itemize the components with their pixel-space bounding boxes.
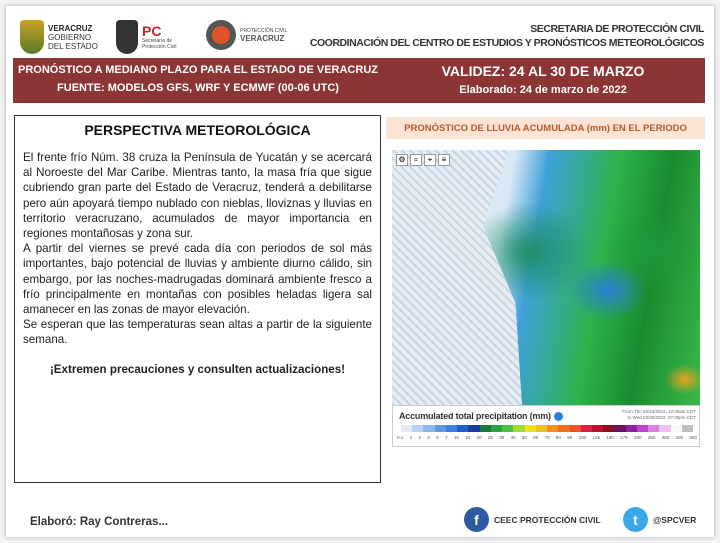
scale-tick: 60 <box>533 435 539 440</box>
header-titles: SECRETARIA DE PROTECCIÓN CIVIL COORDINACIÓN DEL CENTRO DE ESTUDIOS Y PRONÓSTICOS METEOROLÓGICOS <box>309 23 704 49</box>
scale-swatch <box>570 425 581 432</box>
search-icon[interactable]: ⌕ <box>410 154 422 166</box>
settings-icon[interactable]: ⚙ <box>396 154 408 166</box>
scale-swatch <box>547 425 558 432</box>
scale-tick: 2 <box>418 435 421 440</box>
scale-tick: 50 <box>521 435 527 440</box>
scale-tick: 500 <box>689 435 697 440</box>
scale-swatch <box>581 425 592 432</box>
layers-icon[interactable]: ≡ <box>438 154 450 166</box>
scale-tick: 175 <box>620 435 628 440</box>
color-scale <box>401 425 693 432</box>
scale-tick: 300 <box>661 435 670 440</box>
map-toolbar <box>396 154 450 166</box>
precipitation-map[interactable] <box>392 150 700 405</box>
scale-ticks <box>397 435 697 440</box>
scale-swatch <box>446 425 457 432</box>
warning-text: ¡Extremen precauciones y consulten actualizaciones! <box>49 362 346 376</box>
scale-tick: 5 <box>436 435 439 440</box>
scale-swatch <box>423 425 434 432</box>
scale-tick: 150 <box>606 435 614 440</box>
scale-swatch <box>592 425 603 432</box>
veracruz-logo: VERACRUZ GOBIERNO DEL ESTADO <box>20 20 98 54</box>
scale-swatch <box>401 425 412 432</box>
scale-tick: 90 <box>567 435 573 440</box>
scale-tick: 250 <box>647 435 656 440</box>
map-land <box>392 150 522 405</box>
scale-tick: 3 <box>427 435 430 440</box>
scale-swatch <box>435 425 446 432</box>
scale-swatch <box>671 425 682 432</box>
scale-tick: 40 <box>510 435 516 440</box>
scale-swatch <box>682 425 693 432</box>
scale-tick: 25 <box>487 435 493 440</box>
perspective-panel: PERSPECTIVA METEOROLÓGICA El frente frío Núm. 38 cruza la Península de Yucatán y se acercará al Noroeste del Mar Caribe. Mientras tanto, la masa fría que sigue cubriendo gran parte del Estado de Veracruz, tenderá a debilitarse pero aún apoyará tiempo nublado con nieblas, lloviznas y lluvias en territorio veracruzano, acumulados de mayor importancia en regiones montañosas y zona sur. A partir del viernes se prevé cada día con periodos de sol más importantes, bajo potencial de lluvias y ambiente diurno cálido, sin embargo, por las noches-madrugadas dominará ambiente fresco a frío principalmente en montañas con posibles heladas ligera sal amanecer en las zonas de mayor elevación. Se esperan que las temperaturas sean altas a partir de la siguiente semana. ¡Extremen precauciones y consulten actualizaciones! <box>14 115 381 483</box>
facebook-icon: f <box>464 507 489 532</box>
scale-tick: 10 <box>453 435 459 440</box>
twitter-link[interactable]: t @SPCVER <box>623 507 696 532</box>
scale-swatch <box>502 425 513 432</box>
scale-swatch <box>536 425 547 432</box>
perspective-title: PERSPECTIVA METEOROLÓGICA <box>84 122 311 138</box>
facebook-link[interactable]: f CEEC PROTECCIÓN CIVIL <box>464 507 601 532</box>
pc-logo: PC Secretaría de Protección Civil <box>116 20 176 54</box>
author: Elaboró: Ray Contreras... <box>30 516 169 528</box>
scale-swatch <box>603 425 614 432</box>
scale-swatch <box>491 425 502 432</box>
info-icon[interactable] <box>554 412 563 421</box>
scale-tick: 200 <box>633 435 642 440</box>
civil-protection-emblem-icon <box>206 20 236 50</box>
scale-tick: 7 <box>444 435 448 440</box>
scale-swatch <box>648 425 659 432</box>
scale-swatch <box>513 425 524 432</box>
scale-swatch <box>614 425 625 432</box>
scale-tick: 20 <box>476 435 482 440</box>
pc-shield-icon <box>116 20 138 54</box>
scale-swatch <box>412 425 423 432</box>
scale-swatch <box>659 425 670 432</box>
scale-tick: 125 <box>592 435 600 440</box>
scale-swatch <box>480 425 491 432</box>
scale-tick: 80 <box>555 435 561 440</box>
veracruz-shield-icon <box>20 20 44 54</box>
scale-swatch <box>457 425 468 432</box>
scale-tick: 70 <box>544 435 550 440</box>
title-banner: PRONÓSTICO A MEDIANO PLAZO PARA EL ESTADO DE VERACRUZ FUENTE: MODELOS GFS, WRF Y ECMWF (00-06 UTC) VALIDEZ: 24 AL 30 DE MARZO Elaborado: 24 de marzo de 2022 <box>13 58 705 103</box>
scale-tick: 1 <box>409 435 413 440</box>
twitter-icon: t <box>623 507 648 532</box>
pcver-logo: PROTECCIÓN CIVIL VERACRUZ <box>206 20 287 50</box>
scale-swatch <box>468 425 479 432</box>
pin-icon[interactable]: ⌖ <box>424 154 436 166</box>
scale-swatch <box>626 425 637 432</box>
rain-title: PRONÓSTICO DE LLUVIA ACUMULADA (mm) EN EL PERIODO <box>386 117 705 139</box>
scale-swatch <box>525 425 536 432</box>
scale-tick: 400 <box>675 435 684 440</box>
scale-tick: 30 <box>499 435 505 440</box>
scale-swatch <box>637 425 648 432</box>
scale-tick: 0.1 <box>397 435 404 440</box>
scale-swatch <box>558 425 569 432</box>
precipitation-legend: Accumulated total precipitation (mm) From Thu 03/24/2022, 12:00am CDT to Wed 03/30/2022, 07:00pm CDT 0.1 1 2 3 5 7 10 15 20 25 30 40 50 60 70 80 90 100 125 150 175 200 250 300 400 500 <box>392 405 700 447</box>
scale-tick: 100 <box>578 435 587 440</box>
scale-tick: 15 <box>465 435 471 440</box>
